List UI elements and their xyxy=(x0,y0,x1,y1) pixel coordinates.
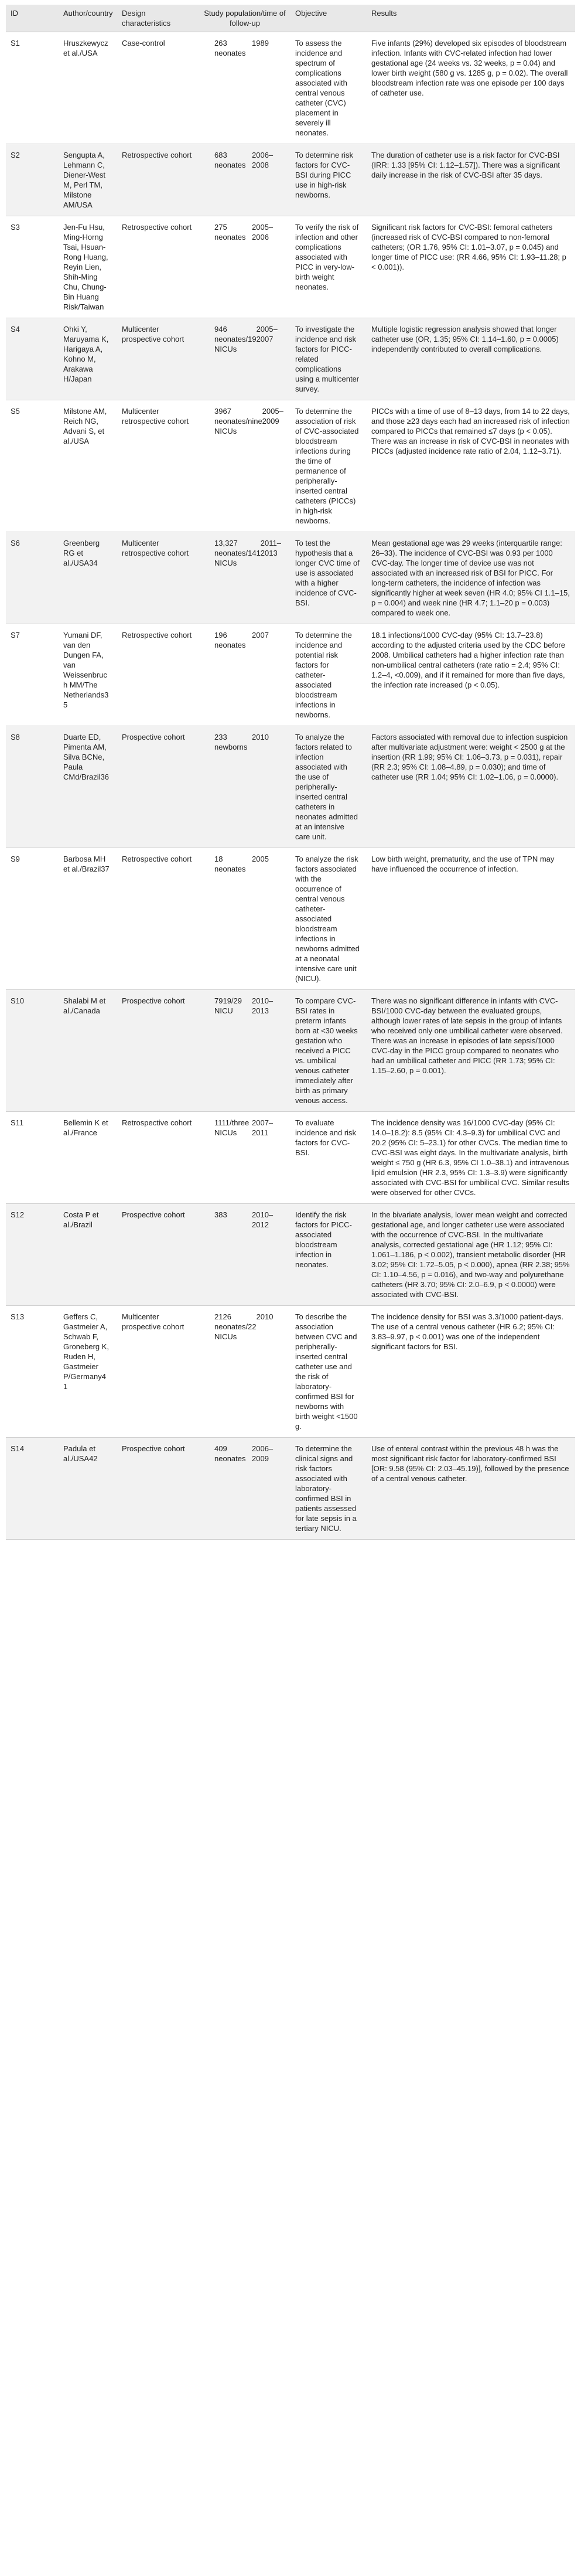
study-period: 2006–2008 xyxy=(252,151,274,169)
cell-id: S12 xyxy=(6,1204,59,1306)
table-row xyxy=(6,990,575,1112)
table-body xyxy=(6,32,575,1540)
table-row xyxy=(6,400,575,532)
header-design: Design characteristics xyxy=(117,5,199,32)
population-value: 1111/three NICUs xyxy=(214,1118,250,1137)
cell-design: Multicenter retrospective cohort xyxy=(117,400,199,532)
cell-objective: To determine the incidence and potential risk factors for catheter-associated bloodstream infections in newborns. xyxy=(290,624,367,726)
cell-results: Low birth weight, prematurity, and the use of TPN may have influenced the occurrence of infection. xyxy=(367,848,575,990)
population-value: 18 neonates xyxy=(214,855,246,873)
table-row xyxy=(6,144,575,216)
cell-population xyxy=(199,144,290,216)
cell-design: Retrospective cohort xyxy=(117,144,199,216)
cell-author: Milstone AM, Reich NG, Advani S, et al./USA xyxy=(59,400,117,532)
cell-design: Retrospective cohort xyxy=(117,848,199,990)
table-row xyxy=(6,216,575,318)
header-population: Study population/time of follow-up xyxy=(199,5,290,32)
cell-results: The incidence density for BSI was 3.3/1000 patient-days. The use of a central venous catheter (HR 6.2; 95% CI: 3.83–9.97, p < 0.001) was one of the independent significant factors for BSI. xyxy=(367,1306,575,1438)
population-value: 2126 neonates/22 NICUs xyxy=(214,1312,257,1341)
cell-results: Mean gestational age was 29 weeks (interquartile range: 26–33). The incidence of CVC-BSI was 0.93 per 1000 CVC-day. The longer time of device use was not associated with an increased risk of BSI for PICC. For long-term catheters, the incidence of infection was significantly higher at week seven (HR 4.0; 95% CI 1.1–15, p = 0.004) and week nine (HR 4.7; 1.1–20 p = 0.003) compared to week one. xyxy=(367,532,575,624)
population-value: 196 neonates xyxy=(214,631,246,649)
cell-id: S6 xyxy=(6,532,59,624)
study-period: 2005 xyxy=(252,855,269,863)
cell-author: Yumani DF, van den Dungen FA, van Weissenbruch MM/The Netherlands35 xyxy=(59,624,117,726)
cell-objective: To test the hypothesis that a longer CVC time of use is associated with a higher incidence of CVC-BSI. xyxy=(290,532,367,624)
cell-results: There was no significant difference in infants with CVC-BSI/1000 CVC-day between the evaluated groups, although lower rates of late sepsis in the group of infants who received only one umbilical catheter were observed. There was an increase in episodes of late sepsis/1000 CVC-day in the PICC group compared to neonates who had an umbilical catheter and PICC (RR 1.73; 95% CI: 1.15–2.60, p = 0.001). xyxy=(367,990,575,1112)
cell-objective: To verify the risk of infection and other complications associated with PICC in very-low-birth weight neonates. xyxy=(290,216,367,318)
cell-design: Retrospective cohort xyxy=(117,624,199,726)
cell-objective: To determine the association of risk of CVC-associated bloodstream infections during the time of permanence of peripherally-inserted central catheters (PICCs) in high-risk newborns. xyxy=(290,400,367,532)
cell-id: S1 xyxy=(6,32,59,144)
population-value: 946 neonates/19 NICUs xyxy=(214,325,257,353)
cell-results: Significant risk factors for CVC-BSI: femoral catheters (increased risk of CVC-BSI compared to non-femoral catheters; (OR 1.76, 95% CI: 1.01–3.07, p = 0.045) and longer time of PICC use: (RR 4.66, 95% CI: 1.93–11.28; p < 0.001)). xyxy=(367,216,575,318)
cell-author: Jen-Fu Hsu, Ming-Horng Tsai, Hsuan-Rong Huang, Reyin Lien, Shih-Ming Chu, Chung-Bin Huang Risk/Taiwan xyxy=(59,216,117,318)
cell-author: Bellemin K et al./France xyxy=(59,1112,117,1204)
cell-results: In the bivariate analysis, lower mean weight and corrected gestational age, and longer catheter use were associated with the occurrence of CVC-BSI. In the multivariate analysis, corrected gestational age (HR 1.12; 95% CI: 1.061–1.186, p < 0.002), transient metabolic disorder (HR 3.02; 95% CI: 1.72–5.05, p < 0.000), apnea (RR 2.38; 95% CI: 1.10–4.56, p = 0.016), and two-way and polyurethane catheters (HR 3.70; 95% CI: 2.0–6.9, p < 0.0000) were associated with CVC-BSI. xyxy=(367,1204,575,1306)
studies-table xyxy=(6,5,575,1540)
cell-objective: To compare CVC-BSI rates in preterm infants born at <30 weeks gestation who received a PICC vs. umbilical venous catheter immediately after birth as primary venous access. xyxy=(290,990,367,1112)
cell-population xyxy=(199,1204,290,1306)
study-period: 2005–2009 xyxy=(262,407,283,426)
cell-id: S4 xyxy=(6,318,59,400)
population-value: 233 newborns xyxy=(214,733,248,751)
table-header xyxy=(6,5,575,32)
cell-results: 18.1 infections/1000 CVC-day (95% CI: 13.7–23.8) according to the adjusted criteria used by the CDC before 2008. Umbilical catheters had a higher infection rate than non-umbilical central catheters (rate ratio = 2.4; 95% CI: 1.2–4, <0.009), and if it remained for more than five days, the infection rate increased (p < 0.05). xyxy=(367,624,575,726)
table-row xyxy=(6,532,575,624)
cell-id: S13 xyxy=(6,1306,59,1438)
cell-population xyxy=(199,848,290,990)
cell-objective: To analyze the risk factors associated with the occurrence of central venous catheter-associated bloodstream infections in newborns admitted at a neonatal intensive care unit (NICU). xyxy=(290,848,367,990)
cell-population xyxy=(199,318,290,400)
table-row xyxy=(6,318,575,400)
cell-id: S5 xyxy=(6,400,59,532)
study-period: 2007 xyxy=(252,631,269,639)
cell-author: Sengupta A, Lehmann C, Diener-West M, Perl TM, Milstone AM/USA xyxy=(59,144,117,216)
cell-population xyxy=(199,1112,290,1204)
cell-design: Multicenter prospective cohort xyxy=(117,318,199,400)
cell-population xyxy=(199,216,290,318)
table-row xyxy=(6,848,575,990)
cell-population xyxy=(199,32,290,144)
table-row xyxy=(6,726,575,848)
cell-design: Multicenter retrospective cohort xyxy=(117,532,199,624)
cell-design: Prospective cohort xyxy=(117,1438,199,1540)
cell-author: Barbosa MH et al./Brazil37 xyxy=(59,848,117,990)
cell-population xyxy=(199,400,290,532)
cell-results: Five infants (29%) developed six episodes of bloodstream infection. Infants with CVC-related infection had lower gestational age (24 weeks vs. 32 weeks, p = 0.04) and lower birth weight (580 g vs. 1285 g, p = 0.02). The overall bloodstream infection rate was one episode per 100 days of catheter use. xyxy=(367,32,575,144)
cell-author: Hruszkewycz et al./USA xyxy=(59,32,117,144)
table-row xyxy=(6,32,575,144)
table-row xyxy=(6,1204,575,1306)
cell-id: S10 xyxy=(6,990,59,1112)
cell-author: Costa P et al./Brazil xyxy=(59,1204,117,1306)
cell-id: S8 xyxy=(6,726,59,848)
cell-objective: Identify the risk factors for PICC-associated bloodstream infection in neonates. xyxy=(290,1204,367,1306)
header-results: Results xyxy=(367,5,575,32)
cell-objective: To investigate the incidence and risk factors for PICC-related complications using a multicenter survey. xyxy=(290,318,367,400)
cell-id: S14 xyxy=(6,1438,59,1540)
cell-author: Ohki Y, Maruyama K, Harigaya A, Kohno M, Arakawa H/Japan xyxy=(59,318,117,400)
cell-design: Prospective cohort xyxy=(117,990,199,1112)
population-value: 3967 neonates/nine NICUs xyxy=(214,407,262,435)
population-value: 7919/29 NICU xyxy=(214,996,242,1015)
cell-author: Padula et al./USA42 xyxy=(59,1438,117,1540)
cell-results: The duration of catheter use is a risk factor for CVC-BSI (IRR: 1.33 [95% CI: 1.12–1.57]). There was a significant daily increase in the risk of CVC-BSI after 35 days. xyxy=(367,144,575,216)
cell-objective: To determine risk factors for CVC-BSI during PICC use in high-risk newborns. xyxy=(290,144,367,216)
cell-results: Multiple logistic regression analysis showed that longer catheter use (OR, 1.35; 95% CI: 1.14–1.60, p = 0.0005) independently contributed to overall complications. xyxy=(367,318,575,400)
study-period: 2010 xyxy=(256,1312,274,1321)
cell-population xyxy=(199,1306,290,1438)
cell-results: PICCs with a time of use of 8–13 days, from 14 to 22 days, and those ≥23 days each had an increased risk of infection compared to PICCs that remained ≤7 days (p < 0.05). There was an increase in risk of CVC-BSI in neonates with PICCs (adjusted incidence rate ratio of 2.04, 1.12–3.71). xyxy=(367,400,575,532)
cell-author: Greenberg RG et al./USA34 xyxy=(59,532,117,624)
cell-design: Retrospective cohort xyxy=(117,1112,199,1204)
table-row xyxy=(6,1112,575,1204)
cell-population xyxy=(199,990,290,1112)
study-period: 2011–2013 xyxy=(260,539,281,557)
cell-population xyxy=(199,1438,290,1540)
cell-id: S9 xyxy=(6,848,59,990)
population-value: 13,327 neonates/141 NICUs xyxy=(214,539,261,567)
table-row xyxy=(6,1438,575,1540)
header-author: Author/country xyxy=(59,5,117,32)
cell-population xyxy=(199,532,290,624)
study-period: 1989 xyxy=(252,39,269,47)
study-period: 2010 xyxy=(252,733,269,741)
population-value: 275 neonates xyxy=(214,223,246,241)
header-objective: Objective xyxy=(290,5,367,32)
study-period: 2005–2006 xyxy=(252,223,274,241)
cell-objective: To analyze the factors related to infection associated with the use of peripherally-inserted central catheters in neonates admitted at an intensive care unit. xyxy=(290,726,367,848)
header-row xyxy=(6,5,575,32)
population-value: 383 xyxy=(214,1210,227,1219)
cell-results: Use of enteral contrast within the previous 48 h was the most significant risk factor for laboratory-confirmed BSI [OR: 9.58 (95% CI: 2.03–45.19)], followed by the presence of a central venous catheter. xyxy=(367,1438,575,1540)
cell-author: Duarte ED, Pimenta AM, Silva BCNe, Paula CMd/Brazil36 xyxy=(59,726,117,848)
cell-id: S2 xyxy=(6,144,59,216)
cell-objective: To describe the association between CVC and peripherally-inserted central catheter use and the risk of laboratory-confirmed BSI for newborns with birth weight <1500 g. xyxy=(290,1306,367,1438)
cell-design: Prospective cohort xyxy=(117,1204,199,1306)
study-period: 2007–2011 xyxy=(252,1118,274,1137)
cell-design: Retrospective cohort xyxy=(117,216,199,318)
table-row xyxy=(6,1306,575,1438)
table-row xyxy=(6,624,575,726)
cell-author: Shalabi M et al./Canada xyxy=(59,990,117,1112)
cell-author: Geffers C, Gastmeier A, Schwab F, Groneberg K, Ruden H, Gastmeier P/Germany41 xyxy=(59,1306,117,1438)
population-value: 409 neonates xyxy=(214,1444,246,1463)
cell-results: The incidence density was 16/1000 CVC-day (95% CI: 14.0–18.2): 8.5 (95% CI: 4.3–9.3) for umbilical CVC and 20.2 (95% CI: 5–23.1) for other CVCs. The median time to CVC-BSI was eight days. In the multivariate analysis, birth weight ≤ 750 g (HR 6.3, 95% CI 1.0–38.1) and intravenous lipid emulsion (HR 2.3, 95% CI: 1.3–3.9) were significantly associated with CVC-BSI for umbilical CVC. Similar results were observed for other CVCs. xyxy=(367,1112,575,1204)
study-period: 2010–2013 xyxy=(252,996,274,1015)
cell-population xyxy=(199,726,290,848)
population-value: 263 neonates xyxy=(214,39,246,57)
cell-objective: To evaluate incidence and risk factors for CVC-BSI. xyxy=(290,1112,367,1204)
study-period: 2005–2007 xyxy=(256,325,278,343)
population-value: 683 neonates xyxy=(214,151,246,169)
cell-id: S7 xyxy=(6,624,59,726)
cell-id: S11 xyxy=(6,1112,59,1204)
cell-results: Factors associated with removal due to infection suspicion after multivariate adjustment were: weight < 2500 g at the insertion (RR 1.99; 95% CI: 1.06–3.73, p = 0.031), repair (RR 2.3; 95% CI: 1.08–4.89, p = 0.030); and time of catheter use (RR 1.04; 95% CI: 1.02–1.06, p = 0.0000). xyxy=(367,726,575,848)
cell-objective: To determine the clinical signs and risk factors associated with laboratory-confirmed BSI in patients assessed for late sepsis in a tertiary NICU. xyxy=(290,1438,367,1540)
cell-design: Multicenter prospective cohort xyxy=(117,1306,199,1438)
header-id: ID xyxy=(6,5,59,32)
study-period: 2010–2012 xyxy=(252,1210,274,1229)
cell-population xyxy=(199,624,290,726)
study-period: 2006–2009 xyxy=(252,1444,274,1463)
cell-design: Case-control xyxy=(117,32,199,144)
cell-objective: To assess the incidence and spectrum of complications associated with central venous catheter (CVC) placement in severely ill neonates. xyxy=(290,32,367,144)
cell-design: Prospective cohort xyxy=(117,726,199,848)
cell-id: S3 xyxy=(6,216,59,318)
